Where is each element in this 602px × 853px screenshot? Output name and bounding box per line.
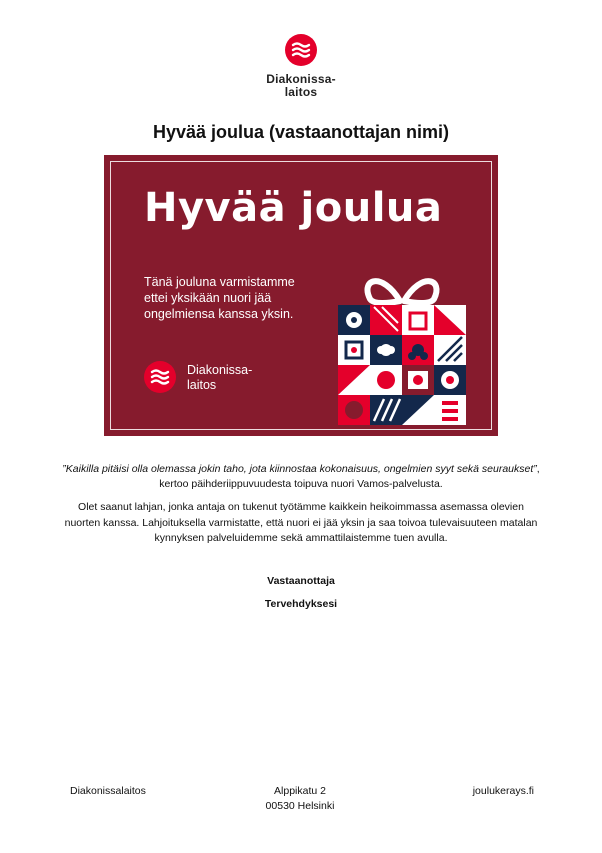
logo-line-2: laitos [284,85,318,99]
footer-street: Alppikatu 2 [274,785,326,797]
footer-website: joulukerays.fi [472,785,534,797]
card-headline: Hyvää joulua [144,185,443,231]
card-logo-mark-icon [144,361,176,393]
card-logo-line-2: laitos [187,378,217,392]
page-title: Hyvää joulua (vastaanottajan nimi) [152,122,450,142]
quote-paragraph [60,462,542,492]
card-text-line-1: Tänä jouluna varmistamme [144,275,295,289]
diakonissalaitos-logo [260,34,342,104]
card-text-line-3: ongelmiensa kanssa yksin. [144,307,294,321]
logo-wordmark [260,73,342,99]
christmas-card-image [104,155,498,436]
greeting-label: Tervehdyksesi [264,598,338,610]
card-logo-wordmark [187,363,252,393]
quote-attribution: , kertoo päihderiippuvuudesta toipuva nuori Vamos-palvelusta. [159,463,540,490]
gift-box-icon [338,271,466,434]
logo-line-1: Diakonissa- [266,72,336,86]
body-paragraph: Olet saanut lahjan, jonka antaja on tukenut työtämme kaikkein heikoimmassa asemassa olevien nuorten kanssa. Lahjoituksella varmistatte, että nuori ei jää yksin ja saa toivoa tulevaisuuteen matalan kynnyksen palveluidemme sekä ammattilaistemme tuen avulla. [64,501,538,544]
footer-postal: 00530 Helsinki [265,800,335,812]
quote-text: ”Kaikilla pitäisi olla olemassa jokin taho, jota kiinnostaa kokonaisuus, ongelmien syyt sekä seuraukset” [62,463,537,475]
logo-mark-icon [285,34,317,66]
card-logo-line-1: Diakonissa- [187,363,253,377]
card-text-line-2: ettei yksikään nuori jää [144,291,272,305]
recipient-label: Vastaanottaja [267,575,335,587]
footer-address [230,784,370,814]
footer-organization: Diakonissalaitos [70,785,146,797]
